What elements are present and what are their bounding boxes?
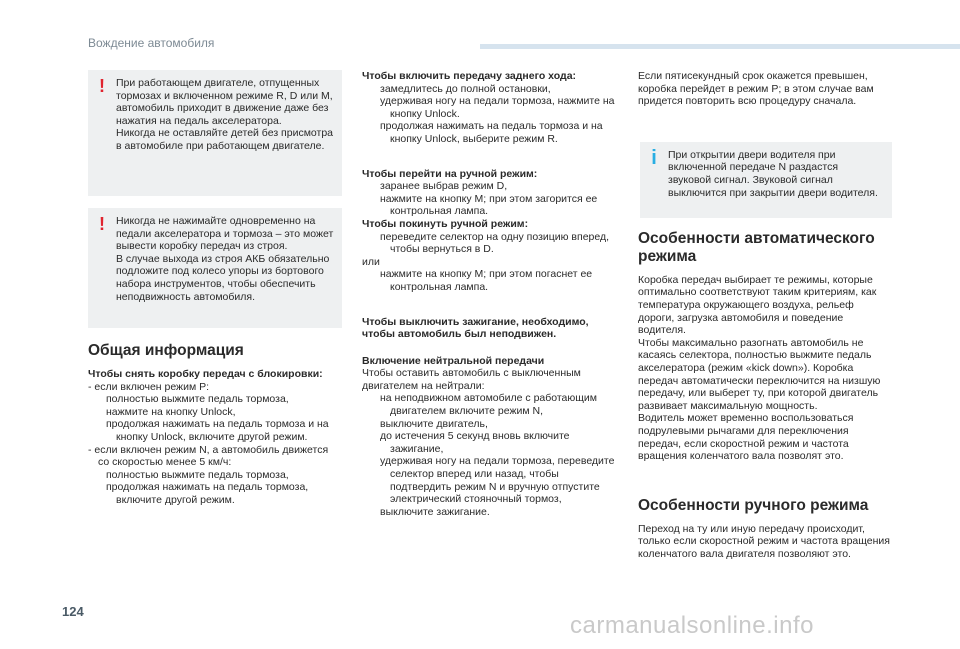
info-text: При открытии двери водителя при включенной передаче N раздастся звуковой сигнал. Звуковой сигнал выключится при закрытии двери водителя.: [668, 148, 878, 199]
warning-box-2: [88, 208, 342, 328]
column-3: [638, 70, 892, 560]
section-title-general: Общая информация: [88, 342, 244, 359]
list-item: продолжая нажимать на педаль тормоза и на кнопку Unlock, включите другой режим.: [106, 418, 329, 443]
warning-2-text-1: Никогда не нажимайте одновременно на педали акселератора и тормоза – это может вывести коробку передач из строя.: [116, 215, 334, 253]
neutral-title: Включение нейтральной передачи: [362, 354, 545, 367]
list-item: - если включен режим N, а автомобиль движется со скоростью менее 5 км/ч:: [88, 443, 329, 469]
unblock-list: [88, 381, 342, 507]
auto-text-1: Коробка передач выбирает те режимы, которые оптимально соответствуют таким критериям, как температура окружающего воздуха, рельеф дороги, загрузка автомобиля и поведение водителя.: [638, 273, 877, 337]
warning-icon: !: [99, 76, 105, 96]
list-item: продолжая нажимать на педаль тормоза и на кнопку Unlock, выберите режим R.: [380, 120, 603, 145]
manual-text: Переход на ту или иную передачу происходит, только если скоростной режим и частота вращения коленчатого вала двигателя позволяют это.: [638, 522, 890, 560]
list-item: полностью выжмите педаль тормоза,: [106, 393, 289, 406]
list-item: замедлитесь до полной остановки,: [380, 82, 551, 95]
auto-text-3: Водитель может временно воспользоваться подрулевыми рычагами для переключения передач, если скоростной режим и частота вращения коленчатого вала позволят это.: [638, 412, 854, 463]
reverse-title: Чтобы включить передачу заднего хода:: [362, 70, 577, 82]
neutral-list: [362, 392, 616, 518]
list-item: нажмите на кнопку M; при этом загорится ее контрольная лампа.: [380, 192, 598, 218]
auto-text-2: Чтобы максимально разогнать автомобиль не касаясь селектора, полностью выжмите педаль акселератора (режим «kick down»). Коробка передач автоматически переключится на низшую передачу, или выберет ту, при которой двигатель развивает максимальную мощность.: [638, 336, 881, 412]
list-item: заранее выбрав режим D,: [380, 180, 508, 193]
watermark: carmanualsonline.info: [570, 612, 814, 639]
intro-text: Если пятисекундный срок окажется превышен, коробка перейдет в режим P; в этом случае вам придется повторить всю процедуру сначала.: [638, 70, 874, 108]
column-1: [88, 70, 342, 507]
header-bar: [480, 44, 960, 49]
info-icon: i: [651, 146, 657, 169]
unblock-title: Чтобы снять коробку передач с блокировки:: [88, 368, 323, 380]
ignition-title: Чтобы выключить зажигание, необходимо, чтобы автомобиль был неподвижен.: [362, 315, 589, 341]
list-item: удерживая ногу на педали тормоза, переведите селектор вперед или назад, чтобы подтвердить режим N и вручную отпустите электрический стояночный тормоз,: [380, 455, 615, 506]
neutral-intro: Чтобы оставить автомобиль с выключенным двигателем на нейтрали:: [362, 367, 581, 392]
warning-1-text-2: Никогда не оставляйте детей без присмотра в автомобиле при работающем двигателе.: [116, 127, 334, 152]
manual-on-title: Чтобы перейти на ручной режим:: [362, 167, 538, 180]
list-item: удерживая ногу на педали тормоза, нажмите на кнопку Unlock.: [380, 95, 615, 120]
manual-off-list: [362, 231, 616, 256]
or-text: или: [362, 255, 380, 268]
list-item: нажмите на кнопку M; при этом погаснет ее контрольная лампа.: [380, 268, 593, 293]
info-box: [640, 142, 892, 218]
list-item: до истечения 5 секунд вновь включите зажигание,: [380, 430, 570, 455]
page-number: 124: [62, 604, 84, 619]
warning-1-text-1: При работающем двигателе, отпущенных тормозах и включенном режиме R, D или M, автомобиль приходит в движение даже без нажатия на педаль акселератора.: [116, 77, 333, 127]
warning-2-text-2: В случае выхода из строя АКБ обязательно подложите под колесо упоры из бортового набора инструментов, чтобы обеспечить неподвижность автомобиля.: [116, 252, 330, 303]
column-2: [362, 70, 616, 518]
reverse-list: [362, 83, 616, 146]
list-item: выключите зажигание.: [380, 505, 490, 518]
list-item: полностью выжмите педаль тормоза,: [106, 468, 289, 481]
list-item: на неподвижном автомобиле с работающим двигателем включите режим N,: [380, 392, 597, 418]
list-item: выключите двигатель,: [380, 417, 488, 430]
list-item: продолжая нажимать на педаль тормоза, включите другой режим.: [106, 481, 309, 506]
manual-on-list: [362, 180, 616, 218]
chapter-title: Вождение автомобиля: [88, 36, 215, 50]
manual-off-title: Чтобы покинуть ручной режим:: [362, 217, 529, 230]
list-item: - если включен режим P:: [88, 380, 210, 393]
manual-off-list-2: [362, 268, 616, 293]
section-title-manual: Особенности ручного режима: [638, 496, 869, 514]
warning-box-1: [88, 70, 342, 196]
list-item: нажмите на кнопку Unlock,: [106, 405, 236, 418]
warning-icon: !: [99, 214, 105, 234]
section-title-auto: Особенности автоматического режима: [638, 229, 875, 265]
list-item: переведите селектор на одну позицию вперед, чтобы вернуться в D.: [380, 230, 610, 256]
